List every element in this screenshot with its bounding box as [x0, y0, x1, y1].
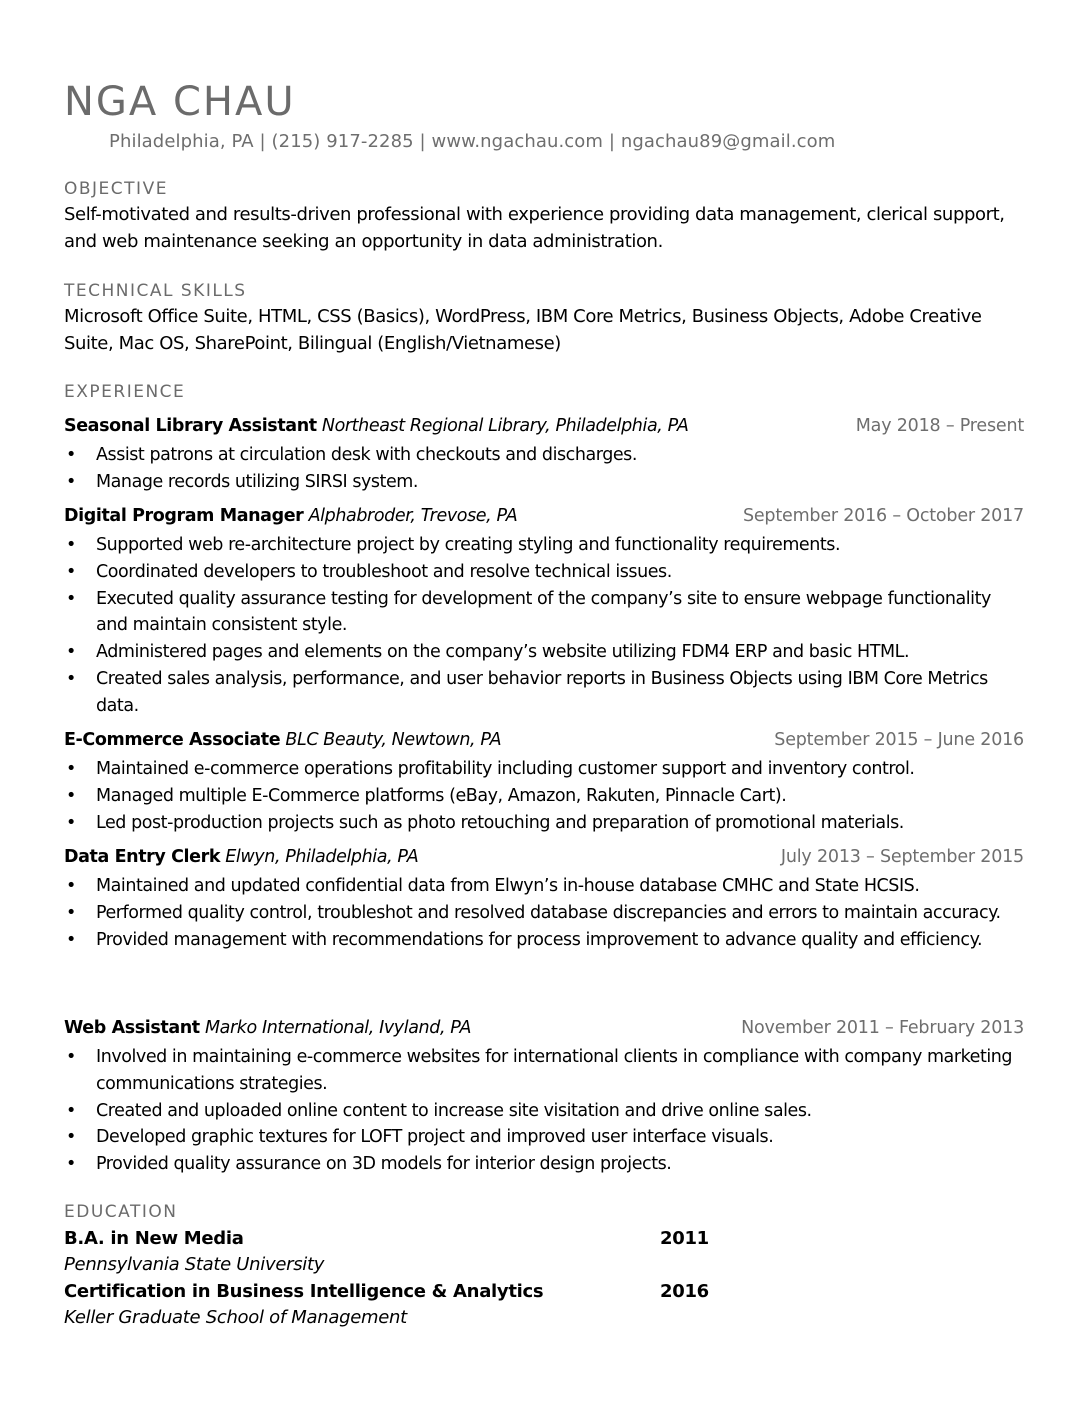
- bullet-icon: •: [66, 668, 76, 689]
- bullet-item: [64, 442, 1024, 469]
- bullet-icon: •: [66, 876, 76, 896]
- job-header: [64, 1015, 1024, 1041]
- bullet-text: Involved in maintaining e-commerce websites for international clients in compliance with company marketing communications strategies.: [96, 1047, 1013, 1094]
- bullet-text: Maintained e-commerce operations profitability including customer support and inventory control.: [96, 759, 915, 779]
- job-dates: May 2018 – Present: [855, 416, 1024, 436]
- degree-name: B.A. in New Media: [64, 1228, 244, 1249]
- bullet-item: [64, 1044, 1024, 1098]
- bullet-text: Performed quality control, troubleshot and resolved database discrepancies and errors to maintain accuracy.: [96, 902, 1001, 923]
- school-name: Keller Graduate School of Management: [64, 1307, 407, 1328]
- bullet-icon: •: [66, 588, 76, 609]
- bullet-item: [64, 873, 1024, 900]
- degree-name: Certification in Business Intelligence & Analytics: [64, 1281, 544, 1302]
- job-bullets: [64, 756, 1024, 836]
- bullet-item: [64, 469, 1024, 496]
- job-header: [64, 413, 1024, 439]
- job-organization: Marko International, Ivyland, PA: [204, 1018, 472, 1038]
- bullet-icon: •: [66, 902, 76, 923]
- bullet-text: Executed quality assurance testing for development of the company’s site to ensure webpage functionality and maintain consistent style.: [96, 588, 991, 636]
- bullet-icon: •: [66, 471, 76, 492]
- bullet-item: [64, 900, 1024, 927]
- objective-heading: OBJECTIVE: [64, 179, 168, 199]
- bullet-icon: •: [66, 1047, 76, 1067]
- bullet-item: [64, 783, 1024, 810]
- bullet-icon: •: [66, 535, 76, 555]
- bullet-icon: •: [66, 812, 76, 833]
- bullet-item: [64, 586, 1024, 640]
- bullet-item: [64, 1098, 1024, 1125]
- education-degree-row: [64, 1279, 764, 1305]
- experience-heading: EXPERIENCE: [64, 382, 186, 402]
- bullet-item: [64, 666, 1024, 720]
- job-title: E-Commerce Associate: [64, 730, 281, 750]
- candidate-name: NGA CHAU: [64, 79, 296, 125]
- job-bullets: [64, 442, 1024, 496]
- job-dates: September 2015 – June 2016: [774, 730, 1024, 750]
- bullet-item: [64, 1124, 1024, 1151]
- bullet-icon: •: [66, 1100, 76, 1121]
- bullet-text: Administered pages and elements on the company’s website utilizing FDM4 ERP and basic HTML.: [96, 642, 910, 663]
- job-organization: Elwyn, Philadelphia, PA: [225, 847, 419, 867]
- bullet-item: [64, 927, 1024, 954]
- bullet-text: Coordinated developers to troubleshoot and resolve technical issues.: [96, 561, 672, 582]
- job-dates: September 2016 – October 2017: [742, 506, 1024, 526]
- bullet-item: [64, 559, 1024, 586]
- degree-year: 2011: [660, 1228, 709, 1249]
- degree-year: 2016: [660, 1281, 709, 1302]
- bullet-text: Provided management with recommendations for process improvement to advance quality and efficiency.: [96, 929, 983, 950]
- bullet-text: Assist patrons at circulation desk with checkouts and discharges.: [96, 445, 637, 465]
- bullet-text: Developed graphic textures for LOFT project and improved user interface visuals.: [96, 1127, 774, 1148]
- bullet-icon: •: [66, 561, 76, 582]
- bullet-icon: •: [66, 445, 76, 465]
- job-header: [64, 503, 1024, 529]
- bullet-text: Created and uploaded online content to increase site visitation and drive online sales.: [96, 1100, 812, 1121]
- bullet-icon: •: [66, 642, 76, 663]
- bullet-item: [64, 1151, 1024, 1178]
- job-dates: July 2013 – September 2015: [780, 847, 1024, 867]
- bullet-text: Managed multiple E-Commerce platforms (eBay, Amazon, Rakuten, Pinnacle Cart).: [96, 785, 787, 806]
- job-title: Data Entry Clerk: [64, 847, 221, 867]
- bullet-item: [64, 810, 1024, 837]
- bullet-icon: •: [66, 1154, 76, 1175]
- job-organization: BLC Beauty, Newtown, PA: [285, 730, 502, 750]
- bullet-text: Created sales analysis, performance, and user behavior reports in Business Objects using IBM Core Metrics data.: [96, 668, 988, 716]
- objective-text: Self-motivated and results-driven professional with experience providing data management, clerical support, and web maintenance seeking an opportunity in data administration.: [64, 204, 1005, 252]
- bullet-text: Supported web re-architecture project by creating styling and functionality requirements.: [96, 535, 841, 555]
- bullet-item: [64, 756, 1024, 783]
- bullet-icon: •: [66, 785, 76, 806]
- bullet-item: [64, 639, 1024, 666]
- job-header: [64, 727, 1024, 753]
- education-school-row: [64, 1305, 764, 1331]
- bullet-text: Maintained and updated confidential data from Elwyn’s in-house database CMHC and State HCSIS.: [96, 876, 920, 896]
- education-degree-row: [64, 1226, 764, 1252]
- education-school-row: [64, 1252, 764, 1278]
- job-organization: Alphabroder, Trevose, PA: [308, 506, 518, 526]
- contact-line: Philadelphia, PA | (215) 917-2285 | www.ngachau.com | ngachau89@gmail.com: [109, 131, 836, 152]
- bullet-item: [64, 532, 1024, 559]
- job-bullets: [64, 873, 1024, 953]
- skills-heading: TECHNICAL SKILLS: [64, 281, 247, 301]
- job-header: [64, 844, 1024, 870]
- bullet-icon: •: [66, 759, 76, 779]
- job-title: Digital Program Manager: [64, 506, 304, 526]
- bullet-icon: •: [66, 1127, 76, 1148]
- bullet-text: Provided quality assurance on 3D models for interior design projects.: [96, 1154, 672, 1175]
- job-title: Web Assistant: [64, 1018, 200, 1038]
- bullet-text: Manage records utilizing SIRSI system.: [96, 471, 418, 492]
- job-title: Seasonal Library Assistant: [64, 416, 317, 436]
- job-organization: Northeast Regional Library, Philadelphia, PA: [321, 416, 689, 436]
- job-bullets: [64, 532, 1024, 720]
- job-dates: November 2011 – February 2013: [741, 1018, 1024, 1038]
- education-heading: EDUCATION: [64, 1202, 178, 1222]
- bullet-icon: •: [66, 929, 76, 950]
- bullet-text: Led post-production projects such as photo retouching and preparation of promotional materials.: [96, 812, 904, 833]
- job-bullets: [64, 1044, 1024, 1178]
- school-name: Pennsylvania State University: [64, 1254, 325, 1275]
- skills-text: Microsoft Office Suite, HTML, CSS (Basics), WordPress, IBM Core Metrics, Business Objects, Adobe Creative Suite, Mac OS, SharePoint, Bilingual (English/Vietnamese): [64, 306, 982, 354]
